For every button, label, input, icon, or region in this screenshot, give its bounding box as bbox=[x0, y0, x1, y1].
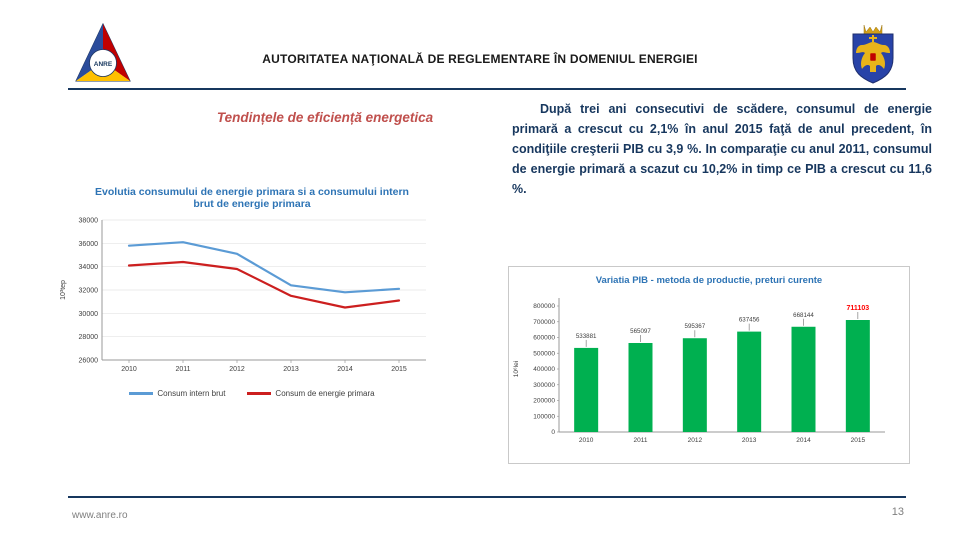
body-paragraph: După trei ani consecutivi de scădere, consumul de energie primară a crescut cu 2,1% în anul 2015 faţă de anul precedent, în condiţiile creşterii PIB cu 3,9 %. In comparaţie cu anul 2011, consumul de energie primară a scazut cu 10,2% in timp ce PIB a crescut cu 11,6 %. bbox=[512, 102, 932, 196]
footer-website: www.anre.ro bbox=[72, 510, 128, 521]
svg-text:637456: 637456 bbox=[738, 316, 760, 324]
legend-item bbox=[247, 389, 374, 398]
svg-text:2015: 2015 bbox=[850, 437, 866, 444]
page-number: 13 bbox=[891, 506, 904, 518]
svg-text:32000: 32000 bbox=[78, 287, 98, 295]
svg-text:600000: 600000 bbox=[533, 334, 555, 342]
svg-text:668144: 668144 bbox=[793, 311, 814, 319]
svg-text:10³tep: 10³tep bbox=[60, 280, 67, 300]
svg-text:26000: 26000 bbox=[78, 357, 98, 365]
footer-divider bbox=[68, 496, 906, 498]
anre-logo-icon bbox=[74, 22, 132, 84]
svg-text:2012: 2012 bbox=[229, 366, 245, 373]
svg-text:2012: 2012 bbox=[687, 437, 703, 444]
svg-text:2013: 2013 bbox=[283, 366, 299, 373]
svg-text:34000: 34000 bbox=[78, 264, 98, 272]
page-title: AUTORITATEA NAŢIONALĂ DE REGLEMENTARE ÎN DOMENIUL ENERGIEI bbox=[262, 52, 698, 66]
romania-coat-of-arms-icon bbox=[845, 20, 901, 91]
svg-text:10⁶lei: 10⁶lei bbox=[513, 360, 520, 378]
legend-label: Consum de energie primara bbox=[275, 389, 375, 398]
line-chart-legend bbox=[56, 389, 448, 398]
legend-line-swatch bbox=[129, 392, 153, 395]
svg-text:300000: 300000 bbox=[533, 381, 555, 389]
anre-logo-text: ANRE bbox=[93, 61, 113, 68]
svg-text:2010: 2010 bbox=[121, 366, 137, 373]
svg-text:2014: 2014 bbox=[796, 437, 811, 444]
svg-text:2010: 2010 bbox=[578, 437, 594, 444]
line-chart-canvas bbox=[56, 212, 448, 387]
svg-text:700000: 700000 bbox=[533, 318, 555, 326]
svg-text:100000: 100000 bbox=[533, 413, 555, 421]
legend-line-swatch bbox=[247, 392, 271, 395]
legend-item bbox=[129, 389, 225, 398]
svg-text:36000: 36000 bbox=[78, 240, 98, 248]
line-chart bbox=[56, 186, 448, 398]
anre-logo bbox=[74, 22, 132, 89]
svg-text:2015: 2015 bbox=[391, 366, 407, 373]
svg-text:595367: 595367 bbox=[684, 323, 706, 331]
svg-text:2011: 2011 bbox=[175, 366, 191, 373]
line-chart-title: Evolutia consumului de energie primara si a consumului intern brut de energie primara bbox=[95, 186, 409, 210]
svg-text:2011: 2011 bbox=[633, 437, 648, 444]
svg-text:2013: 2013 bbox=[741, 437, 757, 444]
svg-text:200000: 200000 bbox=[533, 397, 555, 405]
svg-text:400000: 400000 bbox=[533, 366, 555, 374]
svg-text:565097: 565097 bbox=[630, 327, 651, 335]
svg-text:800000: 800000 bbox=[533, 303, 555, 311]
svg-text:38000: 38000 bbox=[78, 217, 98, 225]
bar-chart-canvas bbox=[509, 286, 909, 457]
svg-text:2014: 2014 bbox=[337, 366, 353, 373]
svg-text:30000: 30000 bbox=[78, 310, 98, 318]
svg-text:533881: 533881 bbox=[575, 332, 597, 340]
svg-text:711103: 711103 bbox=[846, 305, 870, 313]
svg-text:28000: 28000 bbox=[78, 334, 98, 342]
bar-chart-title: Variatia PIB - metoda de productie, preturi curente bbox=[595, 275, 823, 286]
header-divider bbox=[68, 88, 906, 90]
bar-chart bbox=[508, 266, 910, 464]
svg-text:500000: 500000 bbox=[533, 350, 555, 358]
legend-label: Consum intern brut bbox=[157, 389, 226, 398]
svg-text:0: 0 bbox=[551, 429, 555, 437]
section-heading: Tendințele de eficiență energetica bbox=[216, 110, 434, 125]
